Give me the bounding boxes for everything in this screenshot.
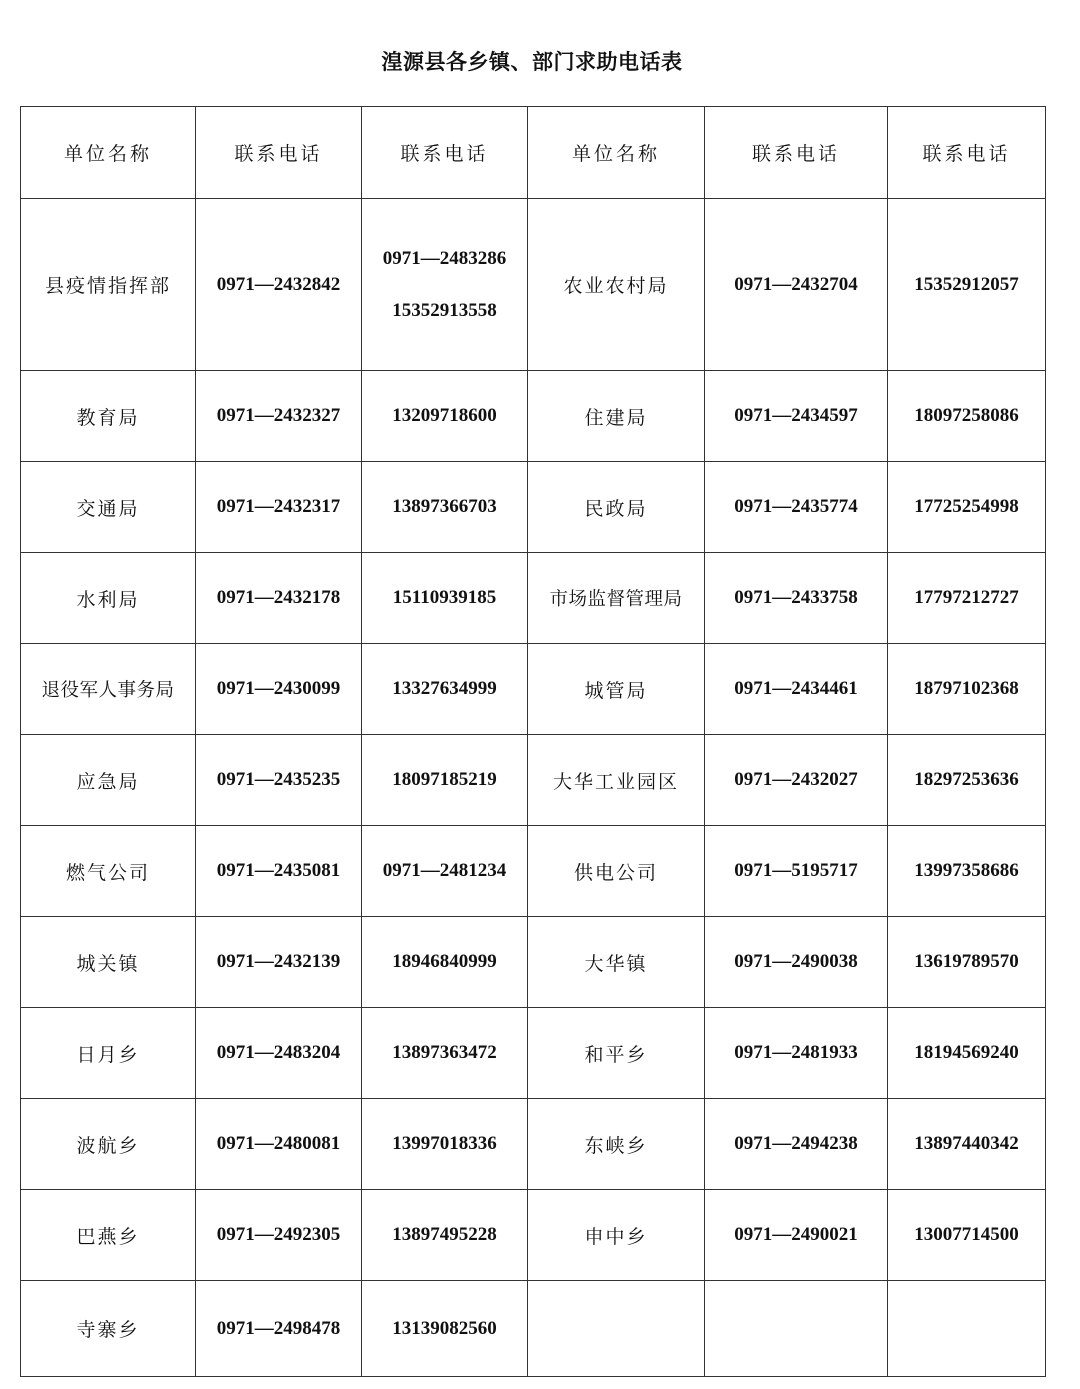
- unit-name: 大华镇: [528, 917, 705, 1008]
- unit-name: 水利局: [21, 553, 196, 644]
- header-phone-right-2: 联系电话: [888, 107, 1046, 199]
- phone-number: 0971—2432139: [196, 917, 362, 1008]
- phone-number: 17797212727: [888, 553, 1046, 644]
- header-phone-left-2: 联系电话: [362, 107, 528, 199]
- unit-name: 供电公司: [528, 826, 705, 917]
- phone-number: 17725254998: [888, 462, 1046, 553]
- phone-number: 0971—2432842: [196, 199, 362, 371]
- phone-number: 0971—2432178: [196, 553, 362, 644]
- phone-number-line: 0971—2483286: [382, 247, 507, 269]
- phone-number: 18797102368: [888, 644, 1046, 735]
- unit-name: 城管局: [528, 644, 705, 735]
- phone-number: 0971—2490038: [705, 917, 888, 1008]
- phone-number: 18297253636: [888, 735, 1046, 826]
- phone-number: 0971—2434597: [705, 371, 888, 462]
- phone-number: 0971—2435774: [705, 462, 888, 553]
- unit-name: 日月乡: [21, 1008, 196, 1099]
- phone-number-line: 15352913558: [392, 299, 497, 321]
- table-row: [21, 644, 1046, 735]
- phone-number: 0971—2490021: [705, 1190, 888, 1281]
- unit-name: 申中乡: [528, 1190, 705, 1281]
- table-row: [21, 917, 1046, 1008]
- phone-number: 0971—2433758: [705, 553, 888, 644]
- page-title: 湟源县各乡镇、部门求助电话表: [381, 50, 683, 74]
- unit-name: 退役军人事务局: [21, 644, 196, 735]
- phone-directory-table: [20, 106, 1046, 1377]
- phone-number: 15352912057: [888, 199, 1046, 371]
- unit-name: 教育局: [21, 371, 196, 462]
- phone-number: 13007714500: [888, 1190, 1046, 1281]
- phone-number: 13897440342: [888, 1099, 1046, 1190]
- phone-number: 13619789570: [888, 917, 1046, 1008]
- phone-number: 0971—2481933: [705, 1008, 888, 1099]
- phone-number: 0971—2432317: [196, 462, 362, 553]
- unit-name: 和平乡: [528, 1008, 705, 1099]
- header-unit-name-right: 单位名称: [528, 107, 705, 199]
- unit-name: 巴燕乡: [21, 1190, 196, 1281]
- phone-number: 0971—2494238: [705, 1099, 888, 1190]
- phone-number: 18194569240: [888, 1008, 1046, 1099]
- unit-name: 住建局: [528, 371, 705, 462]
- phone-number: 0971—5195717: [705, 826, 888, 917]
- phone-number: 0971—2481234: [362, 826, 528, 917]
- phone-number: 13897495228: [362, 1190, 528, 1281]
- table-row: [21, 199, 1046, 371]
- unit-name: 市场监督管理局: [528, 553, 705, 644]
- header-phone-left-1: 联系电话: [196, 107, 362, 199]
- phone-number: 0971—2432327: [196, 371, 362, 462]
- phone-number: 13209718600: [362, 371, 528, 462]
- unit-name-empty: [528, 1281, 705, 1377]
- table-row: [21, 1008, 1046, 1099]
- phone-number-empty: [705, 1281, 888, 1377]
- table-header-row: [21, 107, 1046, 199]
- phone-number: 0971—2430099: [196, 644, 362, 735]
- unit-name: 城关镇: [21, 917, 196, 1008]
- phone-number: 0971—2480081: [196, 1099, 362, 1190]
- phone-number-multi: [362, 199, 528, 371]
- table-row: [21, 1099, 1046, 1190]
- table-row: [21, 371, 1046, 462]
- phone-number: 0971—2432704: [705, 199, 888, 371]
- unit-name: 大华工业园区: [528, 735, 705, 826]
- header-phone-right-1: 联系电话: [705, 107, 888, 199]
- unit-name: 农业农村局: [528, 199, 705, 371]
- phone-number: 15110939185: [362, 553, 528, 644]
- phone-number: 0971—2434461: [705, 644, 888, 735]
- table-row: [21, 553, 1046, 644]
- unit-name: 民政局: [528, 462, 705, 553]
- header-unit-name-left: 单位名称: [21, 107, 196, 199]
- phone-number: 13327634999: [362, 644, 528, 735]
- phone-number: 18097185219: [362, 735, 528, 826]
- unit-name: 应急局: [21, 735, 196, 826]
- phone-number: 0971—2435235: [196, 735, 362, 826]
- unit-name: 燃气公司: [21, 826, 196, 917]
- phone-number: 13897366703: [362, 462, 528, 553]
- table-row: [21, 735, 1046, 826]
- unit-name: 波航乡: [21, 1099, 196, 1190]
- table-row: [21, 826, 1046, 917]
- unit-name: 东峡乡: [528, 1099, 705, 1190]
- phone-number: 0971—2498478: [196, 1281, 362, 1377]
- phone-number: 0971—2492305: [196, 1190, 362, 1281]
- phone-number: 18946840999: [362, 917, 528, 1008]
- unit-name: 县疫情指挥部: [21, 199, 196, 371]
- phone-number: 0971—2435081: [196, 826, 362, 917]
- unit-name: 寺寨乡: [21, 1281, 196, 1377]
- phone-number: 13139082560: [362, 1281, 528, 1377]
- phone-number: 13897363472: [362, 1008, 528, 1099]
- unit-name: 交通局: [21, 462, 196, 553]
- table-row: [21, 462, 1046, 553]
- phone-number-empty: [888, 1281, 1046, 1377]
- phone-number: 0971—2483204: [196, 1008, 362, 1099]
- phone-number: 18097258086: [888, 371, 1046, 462]
- table-row: [21, 1281, 1046, 1377]
- table-row: [21, 1190, 1046, 1281]
- phone-number: 13997018336: [362, 1099, 528, 1190]
- phone-number: 0971—2432027: [705, 735, 888, 826]
- phone-number: 13997358686: [888, 826, 1046, 917]
